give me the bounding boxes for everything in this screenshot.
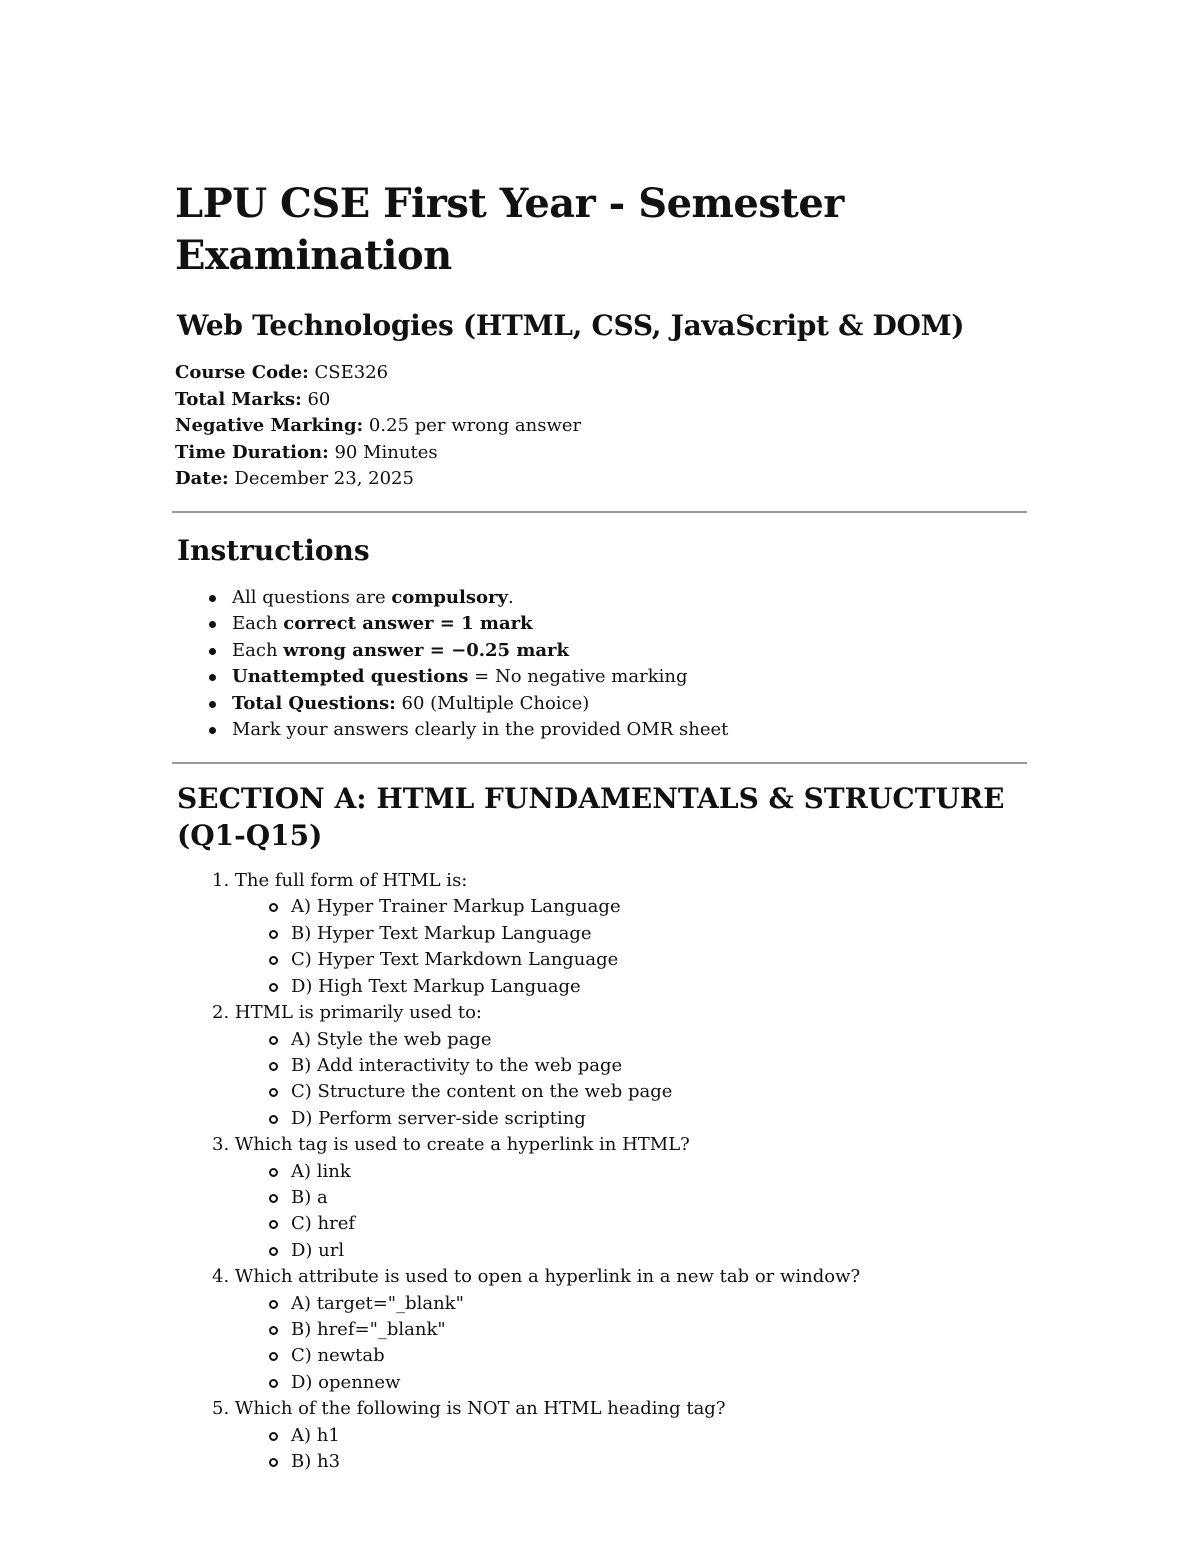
meta-label: Date: [175,468,229,489]
instruction-item: Each wrong answer = −0.25 mark [207,638,1027,665]
question-text: 1. The full form of HTML is: [212,870,468,892]
divider [172,511,1027,513]
question-item [212,1396,1027,1475]
meta-label: Total Marks: [175,388,302,410]
question-item [212,1000,1027,1132]
subject-subtitle: Web Technologies (HTML, CSS, JavaScript & DOM) [177,309,965,342]
instruction-item: Total Questions: 60 (Multiple Choice) [207,691,1027,718]
option-list [212,1291,1027,1397]
option-item: B) Add interactivity to the web page [268,1053,1027,1079]
meta-label: Time Duration: [175,441,329,463]
option-item: A) link [268,1159,1027,1185]
option-list [212,1159,1027,1265]
option-item: A) Style the web page [268,1027,1027,1053]
exam-document [175,178,1027,1475]
option-item: D) opennew [268,1370,1027,1396]
meta-value: 90 Minutes [328,441,438,463]
option-item: C) href [268,1211,1027,1237]
instruction-item: All questions are compulsory. [207,585,1027,612]
option-item: B) a [268,1185,1027,1211]
option-item: B) href="_blank" [268,1317,1027,1343]
option-list [212,1027,1027,1133]
question-text: 2. HTML is primarily used to: [212,1002,482,1024]
instruction-item: Unattempted questions = No negative marking [207,664,1027,691]
date-row [175,466,1027,493]
question-list [175,868,1027,1475]
option-item: C) newtab [268,1343,1027,1369]
option-list [212,1423,1027,1476]
option-item: A) target="_blank" [268,1291,1027,1317]
question-text: 5. Which of the following is NOT an HTML heading tag? [212,1398,726,1420]
instructions-list [175,585,1027,745]
negative-marking-row [175,413,1027,440]
question-item [212,1132,1027,1264]
option-item: A) h1 [268,1423,1027,1449]
instruction-item: Each correct answer = 1 mark [207,611,1027,638]
option-list [212,894,1027,1000]
option-item: B) Hyper Text Markup Language [268,921,1027,947]
divider [172,762,1027,764]
section-a-title: SECTION A: HTML FUNDAMENTALS & STRUCTURE (Q1-Q15) [177,782,1005,853]
meta-value: December 23, 2025 [228,468,414,489]
meta-value: 0.25 per wrong answer [363,415,582,436]
total-marks-row [175,387,1027,414]
time-duration-row [175,440,1027,467]
meta-value: 60 [301,388,331,410]
meta-label: Negative Marking: [175,415,364,436]
option-item: D) Perform server-side scripting [268,1106,1027,1132]
option-item: B) h3 [268,1449,1027,1475]
question-text: 3. Which tag is used to create a hyperlink in HTML? [212,1134,690,1156]
option-item: C) Hyper Text Markdown Language [268,947,1027,973]
meta-label: Course Code: [175,362,309,383]
exam-details [175,360,1027,493]
page-title: LPU CSE First Year - Semester Examination [175,180,844,279]
option-item: A) Hyper Trainer Markup Language [268,894,1027,920]
meta-value: CSE326 [308,362,389,383]
option-item: D) High Text Markup Language [268,974,1027,1000]
instruction-item: Mark your answers clearly in the provided OMR sheet [207,717,1027,744]
option-item: C) Structure the content on the web page [268,1079,1027,1105]
course-code-row [175,360,1027,387]
question-item [212,1264,1027,1396]
question-item [212,868,1027,1000]
instructions-heading: Instructions [177,533,370,567]
question-text: 4. Which attribute is used to open a hyperlink in a new tab or window? [212,1266,861,1288]
option-item: D) url [268,1238,1027,1264]
